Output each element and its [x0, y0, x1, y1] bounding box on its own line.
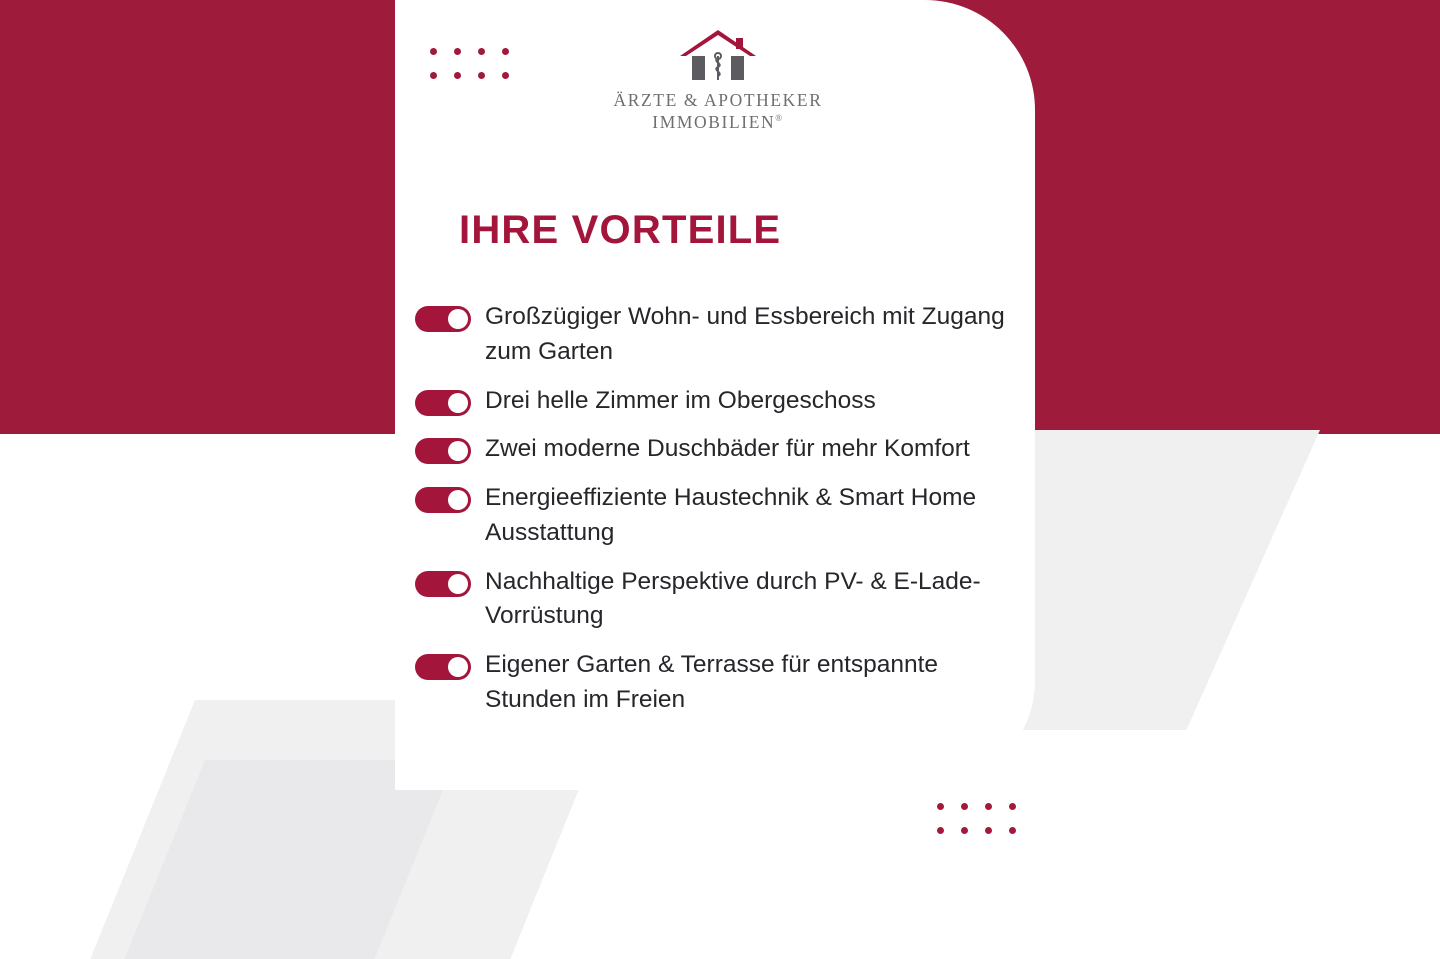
list-item: [415, 300, 1015, 370]
dot: [478, 72, 485, 79]
list-item: [415, 648, 1015, 718]
dot: [502, 48, 509, 55]
toggle-knob: [448, 490, 468, 510]
list-item: [415, 565, 1015, 635]
list-item-label: Großzügiger Wohn- und Essbereich mit Zugang zum Garten: [485, 303, 1005, 365]
dot: [1009, 803, 1016, 810]
toggle-knob: [448, 393, 468, 413]
toggle-switch-on-icon[interactable]: [415, 487, 471, 513]
dot: [454, 72, 461, 79]
trademark-symbol: ®: [775, 113, 784, 124]
benefits-list: [415, 300, 1015, 732]
list-item-label: Nachhaltige Perspektive durch PV- & E-Lade-Vorrüstung: [485, 567, 981, 630]
decorative-dot-grid-bottom: [937, 803, 1019, 837]
dot: [454, 48, 461, 55]
dot: [937, 827, 944, 834]
toggle-switch-on-icon[interactable]: [415, 571, 471, 597]
dot: [1009, 827, 1016, 834]
dot: [961, 827, 968, 834]
toggle-switch-on-icon[interactable]: [415, 438, 471, 464]
list-item: [415, 481, 1015, 551]
brand-name-line1: ÄRZTE & APOTHEKER: [613, 90, 823, 110]
toggle-switch-on-icon[interactable]: [415, 390, 471, 416]
house-with-rod-of-asclepius-icon: [668, 26, 768, 86]
dot: [430, 48, 437, 55]
list-item-label: Zwei moderne Duschbäder für mehr Komfort: [485, 435, 970, 463]
list-item-label: Eigener Garten & Terrasse für entspannte Stunden im Freien: [485, 651, 939, 714]
brand-name-line2-text: IMMOBILIEN: [652, 111, 776, 132]
toggle-knob: [448, 657, 468, 677]
toggle-switch-on-icon[interactable]: [415, 306, 471, 332]
page-title: IHRE VORTEILE: [459, 208, 782, 252]
toggle-knob: [448, 574, 468, 594]
brand-name-line2: [598, 112, 838, 134]
dot: [985, 827, 992, 834]
list-item: [415, 432, 1015, 467]
toggle-switch-on-icon[interactable]: [415, 654, 471, 680]
dot: [430, 72, 437, 79]
dot: [478, 48, 485, 55]
dot: [937, 803, 944, 810]
list-item-label: Energieeffiziente Haustechnik & Smart Home Ausstattung: [485, 484, 977, 546]
dot: [985, 803, 992, 810]
list-item-label: Drei helle Zimmer im Obergeschoss: [485, 386, 876, 414]
dot: [961, 803, 968, 810]
decorative-dot-grid-top: [430, 48, 512, 82]
toggle-knob: [448, 441, 468, 461]
list-item: [415, 384, 1015, 419]
dot: [502, 72, 509, 79]
brand-logo: [598, 26, 838, 134]
toggle-knob: [448, 309, 468, 329]
